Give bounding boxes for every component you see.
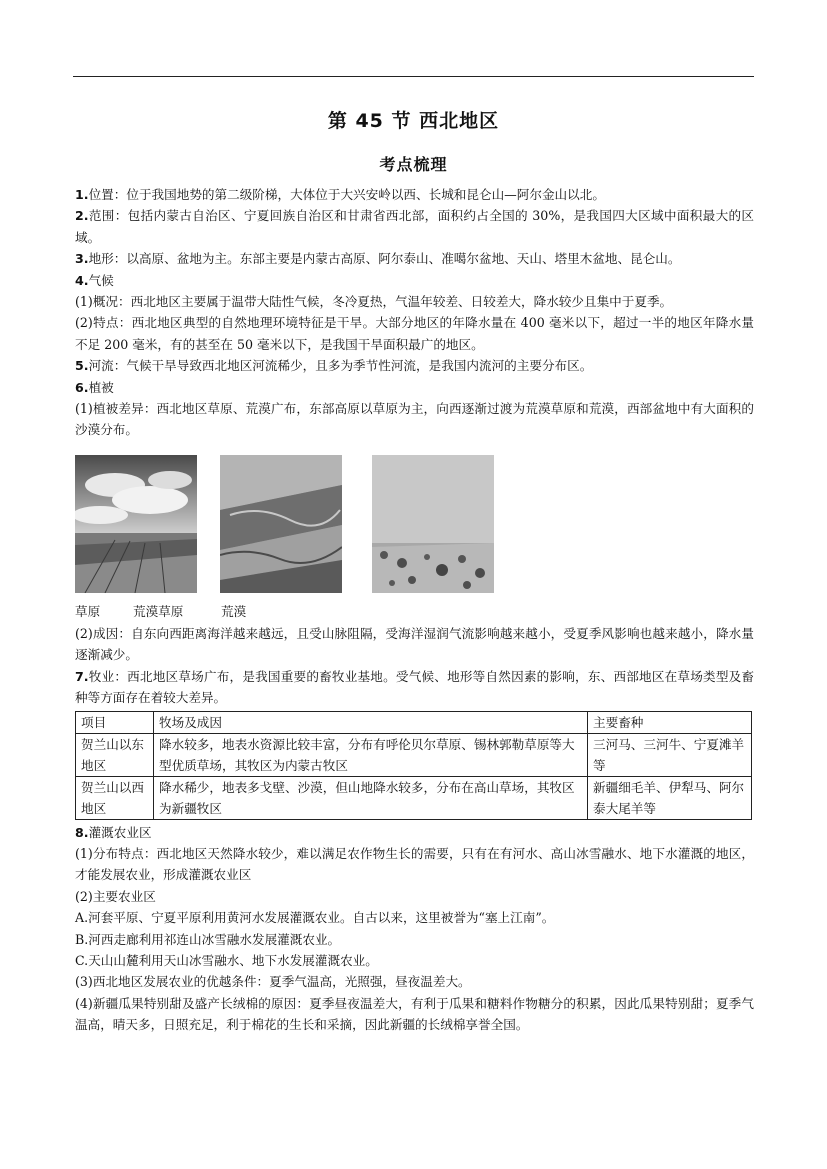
header-rule: [73, 76, 754, 77]
desert-steppe-photo: [220, 455, 342, 593]
section-subtitle: 考点梳理: [379, 155, 448, 174]
irrigation-area-b: B.河西走廊利用祁连山冰雪融水发展灌溉农业。: [75, 931, 341, 947]
item-animal-husbandry: 7.牧业：西北地区草场广布，是我国重要的畜牧业基地。受气候、地形等自然因素的影响，东、西部地区在草场类型及畜种等方面存在着较大差异。: [75, 668, 754, 706]
page-title: 第 45 节 西北地区: [327, 110, 500, 132]
xinjiang-fruit-cotton: (4)新疆瓜果特别甜及盛产长绒棉的原因：夏季昼夜温差大，有利于瓜果和糖料作物糖分的积累，因此瓜果特别甜；夏季气温高，晴天多，日照充足，利于棉花的生长和采摘，因此新疆的长绒棉享誉全国。: [75, 995, 754, 1033]
item-climate-heading: 4.气候: [75, 272, 114, 288]
table-cell: 降水较多，地表水资源比较丰富，分布有呼伦贝尔草原、锡林郭勒草原等大型优质草场，其牧区为内蒙古牧区: [154, 733, 588, 776]
vegetation-difference: (1)植被差异：西北地区草原、荒漠广布，东部高原以草原为主，向西逐渐过渡为荒漠草原和荒漠，西部盆地中有大面积的沙漠分布。: [75, 401, 754, 438]
vegetation-cause: (2)成因：自东向西距离海洋越来越远，且受山脉阻隔，受海洋湿润气流影响越来越小，受夏季风影响也越来越小，降水量逐渐减少。: [75, 625, 754, 663]
agriculture-advantages: (3)西北地区发展农业的优越条件：夏季气温高，光照强，昼夜温差大。: [75, 974, 471, 990]
table-cell: 降水稀少，地表多戈壁、沙漠，但山地降水较多，分布在高山草场，其牧区为新疆牧区: [154, 776, 588, 819]
irrigation-area-c: C.天山山麓利用天山冰雪融水、地下水发展灌溉农业。: [75, 952, 378, 968]
table-row: [76, 733, 752, 776]
item-irrigation-heading: 8.灌溉农业区: [75, 824, 152, 840]
item-terrain: 3.地形：以高原、盆地为主。东部主要是内蒙古高原、阿尔泰山、准噶尔盆地、天山、塔里木盆地、昆仑山。: [75, 251, 681, 267]
table-header-cell: 牧场及成因: [154, 711, 588, 733]
irrigation-distribution: (1)分布特点：西北地区天然降水较少，难以满足农作物生长的需要，只有在有河水、高山冰雪融水、地下水灌溉的地区，才能发展农业，形成灌溉农业区: [75, 845, 754, 883]
item-location: 1.位置：位于我国地势的第二级阶梯，大体位于大兴安岭以西、长城和昆仑山—阿尔金山以北。: [75, 187, 605, 202]
item-rivers: 5.河流：气候干旱导致西北地区河流稀少，且多为季节性河流，是我国内流河的主要分布区。: [75, 358, 593, 374]
table-header-row: [76, 711, 752, 733]
document-body: [75, 184, 754, 1036]
table-header-cell: 主要畜种: [588, 711, 752, 733]
table-cell: 新疆细毛羊、伊犁马、阿尔泰大尾羊等: [588, 776, 752, 819]
climate-features: (2)特点：西北地区典型的自然地理环境特征是干旱。大部分地区的年降水量在 400 毫米以下，超过一半的地区年降水量不足 200 毫米，有的甚至在 50 毫米以下，是我国干旱面积最广的地区。: [75, 315, 754, 352]
table-row: [76, 776, 752, 819]
pasture-comparison-table: [75, 711, 752, 820]
climate-overview: (1)概况：西北地区主要属于温带大陆性气候，冬冷夏热，气温年较差、日较差大，降水较少且集中于夏季。: [75, 294, 673, 310]
table-cell: 贺兰山以西地区: [76, 776, 154, 819]
item-vegetation-heading: 6.植被: [75, 379, 114, 395]
desert-photo: [372, 455, 494, 593]
caption-desert-steppe: 荒漠草原: [133, 603, 184, 619]
table-cell: 贺兰山以东地区: [76, 733, 154, 776]
caption-desert: 荒漠: [221, 603, 247, 619]
table-header-cell: 项目: [76, 711, 154, 733]
photo-captions: [75, 601, 754, 623]
caption-grassland: 草原: [75, 603, 101, 619]
irrigation-area-a: A.河套平原、宁夏平原利用黄河水发展灌溉农业。自古以来，这里被誉为“塞上江南”。: [75, 910, 555, 926]
table-cell: 三河马、三河牛、宁夏滩羊等: [588, 733, 752, 776]
grassland-photo: [75, 455, 197, 593]
item-range: 2.范围：包括内蒙古自治区、宁夏回族自治区和甘肃省西北部，面积约占全国的 30%，是我国四大区域中面积最大的区域。: [75, 208, 754, 245]
irrigation-main-areas: (2)主要农业区: [75, 888, 156, 904]
vegetation-photos: [75, 455, 754, 593]
